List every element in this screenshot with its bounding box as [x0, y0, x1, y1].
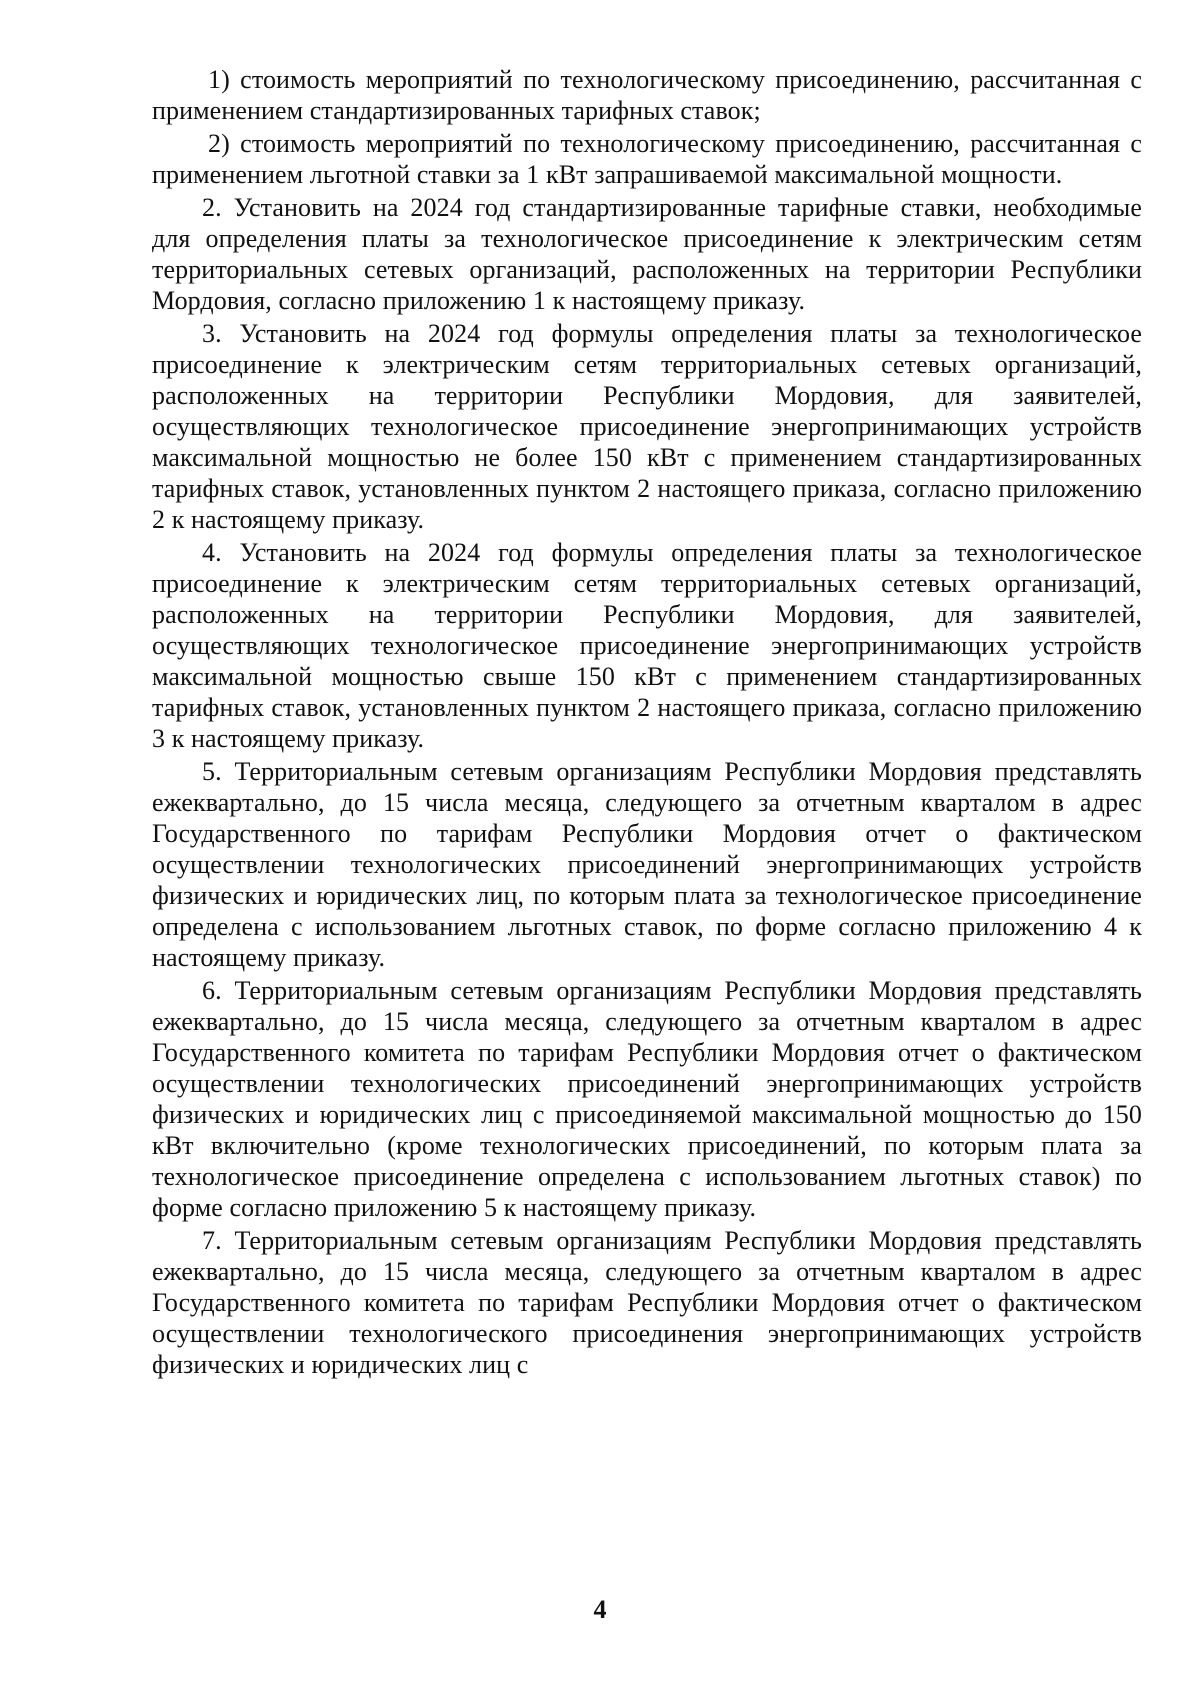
- document-body: [152, 64, 1142, 1382]
- paragraph-subitem-1: 1) стоимость мероприятий по технологическому присоединению, рассчитанная с применением стандартизированных тарифных ставок;: [152, 65, 1142, 125]
- paragraph-item-6: 6. Территориальным сетевым организациям Республики Мордовия представлять ежеквартально, до 15 числа месяца, следующего за отчетным кварталом в адрес Государственного комитета по тарифам Республики Мордовия отчет о фактическом осуществлении технологических присоединений энергопринимающих устройств физических и юридических лиц с присоединяемой максимальной мощностью до 150 кВт включительно (кроме технологических присоединений, по которым плата за технологическое присоединение определена с использованием льготных ставок) по форме согласно приложению 5 к настоящему приказу.: [152, 976, 1142, 1222]
- paragraph-item-5: 5. Территориальным сетевым организациям Республики Мордовия представлять ежеквартально, до 15 числа месяца, следующего за отчетным кварталом в адрес Государственного по тарифам Республики Мордовия отчет о фактическом осуществлении технологических присоединений энергопринимающих устройств физических и юридических лиц, по которым плата за технологическое присоединение определена с использованием льготных ставок, по форме согласно приложению 4 к настоящему приказу.: [152, 757, 1142, 972]
- paragraph-item-2: 2. Установить на 2024 год стандартизированные тарифные ставки, необходимые для определения платы за технологическое присоединение к электрическим сетям территориальных сетевых организаций, расположенных на территории Республики Мордовия, согласно приложению 1 к настоящему приказу.: [152, 193, 1142, 315]
- paragraph-item-3: 3. Установить на 2024 год формулы определения платы за технологическое присоединение к электрическим сетям территориальных сетевых организаций, расположенных на территории Республики Мордовия, для заявителей, осуществляющих технологическое присоединение энергопринимающих устройств максимальной мощностью не более 150 кВт с применением стандартизированных тарифных ставок, установленных пунктом 2 настоящего приказа, согласно приложению 2 к настоящему приказу.: [152, 319, 1142, 534]
- paragraph-item-4: 4. Установить на 2024 год формулы определения платы за технологическое присоединение к электрическим сетям территориальных сетевых организаций, расположенных на территории Республики Мордовия, для заявителей, осуществляющих технологическое присоединение энергопринимающих устройств максимальной мощностью свыше 150 кВт с применением стандартизированных тарифных ставок, установленных пунктом 2 настоящего приказа, согласно приложению 3 к настоящему приказу.: [152, 538, 1142, 753]
- paragraph-item-7: 7. Территориальным сетевым организациям Республики Мордовия представлять ежеквартально, до 15 числа месяца, следующего за отчетным кварталом в адрес Государственного комитета по тарифам Республики Мордовия отчет о фактическом осуществлении технологического присоединения энергопринимающих устройств физических и юридических лиц с: [152, 1226, 1142, 1379]
- paragraph-subitem-2: 2) стоимость мероприятий по технологическому присоединению, рассчитанная с применением льготной ставки за 1 кВт запрашиваемой максимальной мощности.: [152, 129, 1142, 189]
- page-number: 4: [593, 1595, 607, 1624]
